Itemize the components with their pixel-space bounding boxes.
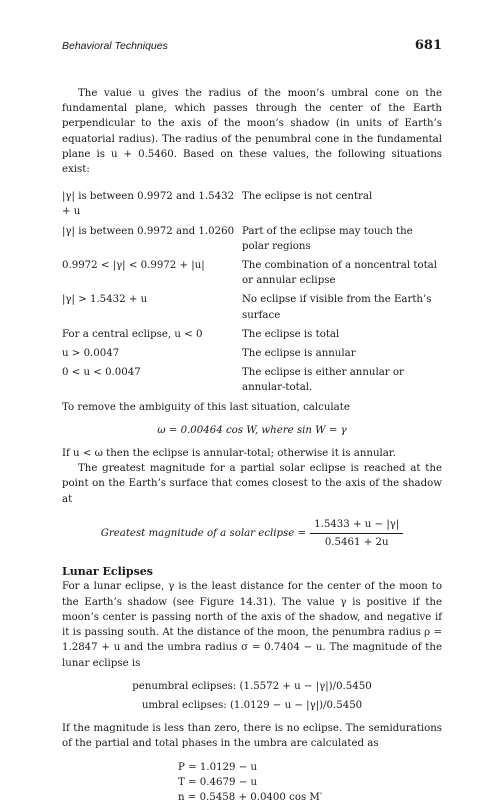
condition-cell: 0.9972 < |γ| < 0.9972 + |u|: [62, 260, 205, 272]
condition-row: [62, 258, 442, 288]
formula-line: n = 0.5458 + 0.0400 cos M′: [178, 791, 323, 803]
greatest-magnitude-paragraph: The greatest magnitude for a partial solar eclipse is reached at the point on the Earth’s surface that comes closest to the axis of the shadow at: [62, 463, 442, 505]
fraction-denominator: 0.5461 + 2u: [324, 537, 389, 549]
result-cell: The eclipse is either annular or annular-total.: [242, 367, 404, 394]
eclipse-conditions-table: [62, 189, 442, 395]
page-header: [62, 40, 442, 56]
condition-row: [62, 189, 442, 219]
result-cell: Part of the eclipse may touch the polar regions: [242, 225, 413, 252]
semidurations-paragraph: If the magnitude is less than zero, there is no eclipse. The semidurations of the partial and total phases in the umbra are calculated as: [62, 723, 442, 750]
condition-cell: For a central eclipse, u < 0: [62, 328, 203, 340]
result-cell: The eclipse is total: [242, 328, 340, 340]
formula-line: P = 1.0129 − u: [178, 761, 258, 773]
lunar-paragraph: For a lunar eclipse, γ is the least distance for the center of the moon to the Earth’s shadow (see Figure 14.31). The value γ is positive if the moon’s center is passing north of the axis of the shadow, and negative if it is passing south. At the distance of the moon, the penumbra radius ρ = 1.2847 + u and the umbra radius σ = 0.7404 − u. The magnitude of the lunar eclipse is: [62, 581, 442, 669]
condition-cell: |γ| is between 0.9972 and 1.5432 + u: [62, 191, 235, 218]
condition-row: [62, 327, 442, 342]
condition-row: [62, 365, 442, 395]
fraction: [310, 517, 403, 550]
ambiguity-paragraph: To remove the ambiguity of this last situation, calculate: [62, 401, 350, 413]
penumbral-equation: penumbral eclipses: (1.5572 + u − |γ|)/0.5450: [132, 680, 372, 692]
semiduration-formulas: [178, 760, 442, 805]
condition-row: [62, 224, 442, 254]
page-number: 681: [414, 38, 442, 53]
omega-equation: ω = 0.00464 cos W, where sin W = γ: [157, 424, 347, 436]
result-cell: The combination of a noncentral total or annular eclipse: [242, 260, 438, 287]
condition-cell: 0 < u < 0.0047: [62, 367, 141, 379]
result-cell: No eclipse if visible from the Earth’s surface: [242, 294, 432, 321]
result-cell: The eclipse is not central: [242, 191, 373, 203]
section-title: Lunar Eclipses: [62, 565, 153, 579]
umbral-equation: umbral eclipses: (1.0129 − u − |γ|)/0.5450: [141, 699, 363, 711]
annular-total-paragraph: If u < ω then the eclipse is annular-total; otherwise it is annular.: [62, 448, 396, 460]
page-body: [62, 86, 442, 805]
condition-row: [62, 346, 442, 361]
condition-cell: u > 0.0047: [62, 348, 120, 360]
condition-cell: |γ| > 1.5432 + u: [62, 294, 148, 306]
condition-row: [62, 292, 442, 322]
running-head: Behavioral Techniques: [62, 40, 168, 52]
greatest-magnitude-equation: [62, 517, 442, 550]
result-cell: The eclipse is annular: [242, 348, 356, 360]
intro-paragraph: The value u gives the radius of the moon’s umbral cone on the fundamental plane, which passes through the center of the Earth perpendicular to the axis of the moon’s shadow (in units of Earth’s equatorial radius). The radius of the penumbral cone in the fundamental plane is u + 0.5460. Based on these values, the following situations exist:: [62, 88, 442, 176]
condition-cell: |γ| is between 0.9972 and 1.0260: [62, 225, 235, 237]
formula-line: T = 0.4679 − u: [178, 776, 258, 788]
fraction-numerator: 1.5433 + u − |γ|: [310, 517, 403, 534]
equation-label: Greatest magnitude of a solar eclipse =: [100, 527, 307, 539]
